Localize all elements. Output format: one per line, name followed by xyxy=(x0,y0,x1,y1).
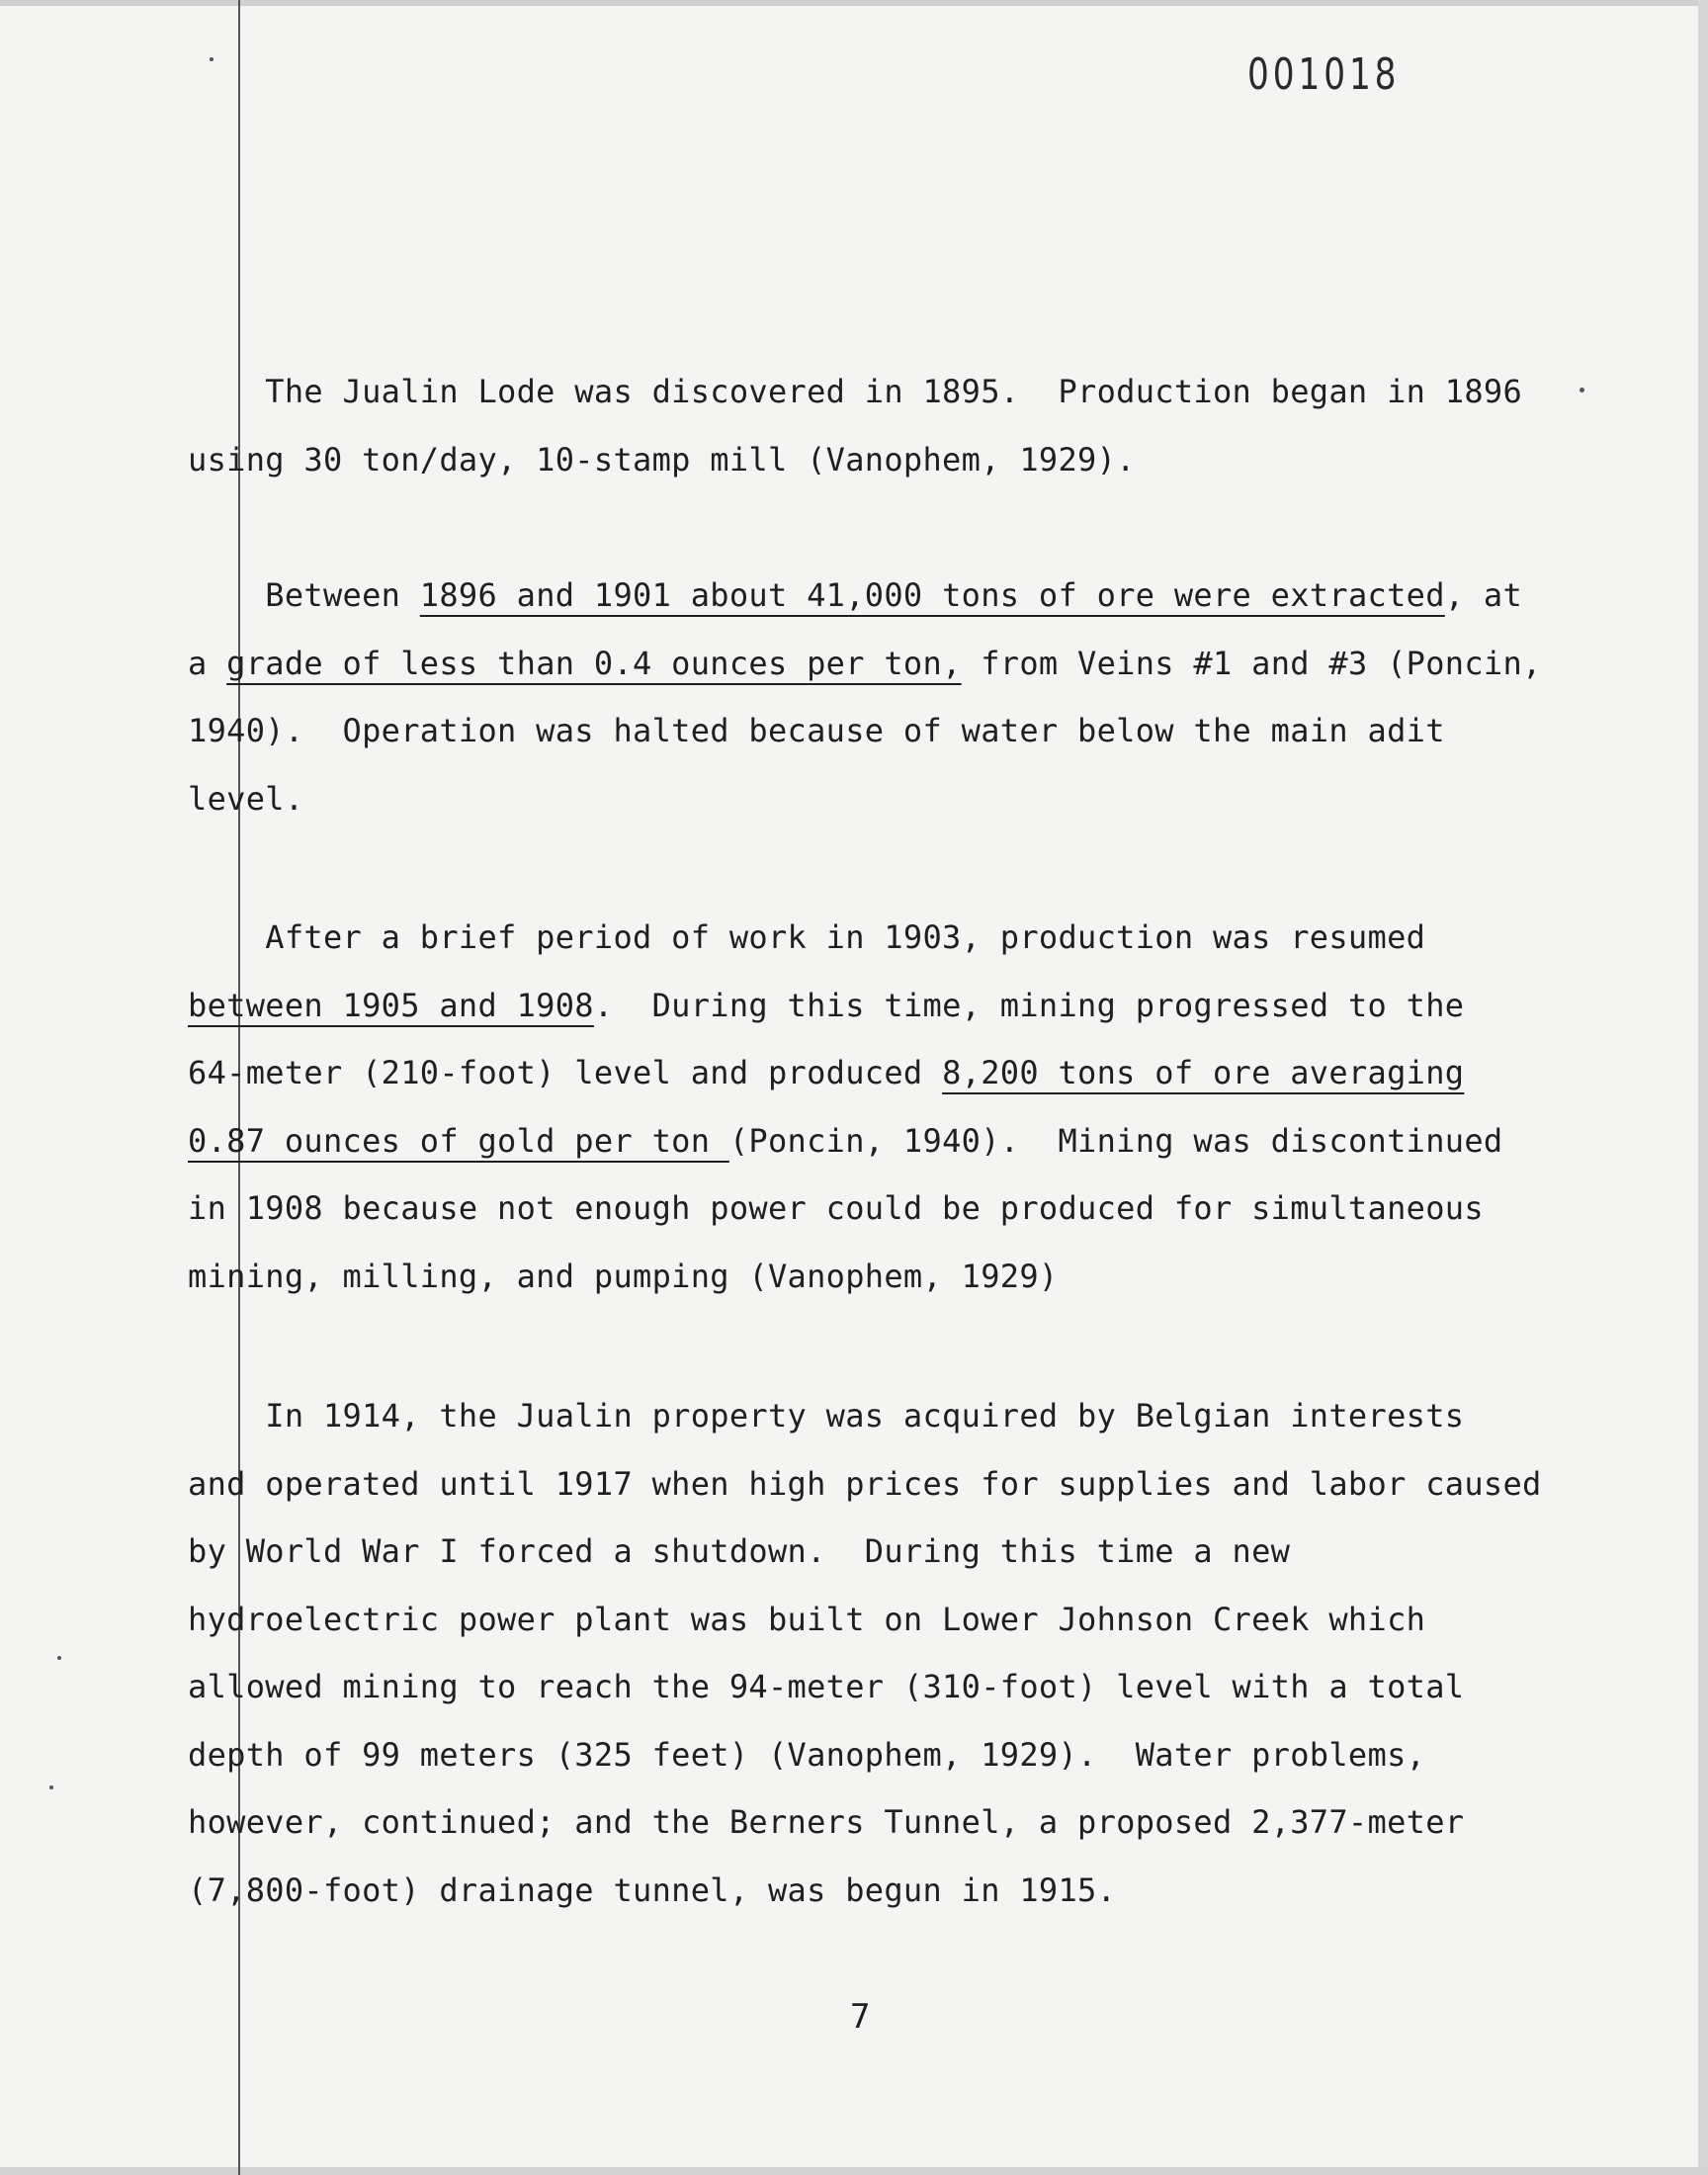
scan-speck xyxy=(49,1785,53,1789)
text-line: 64-meter (210-foot) level and produced 8,200 tons of ore averaging xyxy=(188,1054,1465,1091)
paragraph-3 xyxy=(188,904,1542,1310)
underlined-text: 0.87 ounces of gold per ton xyxy=(188,1121,729,1160)
text-line: between 1905 and 1908. During this time, mining progressed to the xyxy=(188,986,1465,1024)
text-line: allowed mining to reach the 94-meter (310-foot) level with a total xyxy=(188,1668,1465,1705)
text-line: hydroelectric power plant was built on Lower Johnson Creek which xyxy=(188,1600,1426,1638)
scan-speck xyxy=(210,57,214,61)
text-line: After a brief period of work in 1903, production was resumed xyxy=(188,918,1426,956)
text-line: depth of 99 meters (325 feet) (Vanophem, 1929). Water problems, xyxy=(188,1735,1426,1774)
text-line: 1940). Operation was halted because of water below the main adit xyxy=(188,712,1445,749)
underlined-text: between 1905 and 1908 xyxy=(188,986,594,1024)
underlined-text: grade of less than 0.4 ounces per ton, xyxy=(226,644,962,682)
scan-edge-right xyxy=(1698,0,1708,2175)
text-line: level. xyxy=(188,779,304,818)
paragraph-1 xyxy=(188,358,1542,493)
paragraph-4 xyxy=(188,1382,1542,1924)
text-line: in 1908 because not enough power could be produced for simultaneous xyxy=(188,1189,1484,1227)
underlined-text: 8,200 tons of ore averaging xyxy=(942,1054,1465,1091)
underlined-text: 1896 and 1901 about 41,000 tons of ore were extracted xyxy=(419,576,1445,614)
text-line: Between 1896 and 1901 about 41,000 tons of ore were extracted, at xyxy=(188,576,1523,614)
text-line: In 1914, the Jualin property was acquired by Belgian interests xyxy=(188,1397,1465,1435)
text-line: using 30 ton/day, 10-stamp mill (Vanophem, 1929). xyxy=(188,440,1136,478)
text-line: and operated until 1917 when high prices for supplies and labor caused xyxy=(188,1464,1542,1503)
scan-edge-top xyxy=(0,0,1708,6)
text-line: however, continued; and the Berners Tunnel, a proposed 2,377-meter xyxy=(188,1803,1465,1841)
document-number: 001018 xyxy=(1247,49,1401,100)
scan-speck xyxy=(1580,388,1584,392)
scan-edge-bottom xyxy=(0,2167,1708,2175)
text-line: by World War I forced a shutdown. During this time a new xyxy=(188,1532,1291,1570)
scan-speck xyxy=(57,1656,61,1660)
text-line: mining, milling, and pumping (Vanophem, 1929) xyxy=(188,1257,1059,1295)
paragraph-2 xyxy=(188,562,1542,832)
text-line: (7,800-foot) drainage tunnel, was begun in 1915. xyxy=(188,1870,1117,1909)
text-line: The Jualin Lode was discovered in 1895. Production began in 1896 xyxy=(188,373,1523,410)
text-line: 0.87 ounces of gold per ton (Poncin, 1940). Mining was discontinued xyxy=(188,1121,1503,1160)
text-line: a grade of less than 0.4 ounces per ton, from Veins #1 and #3 (Poncin, xyxy=(188,644,1542,682)
page-number: 7 xyxy=(850,1997,871,2037)
